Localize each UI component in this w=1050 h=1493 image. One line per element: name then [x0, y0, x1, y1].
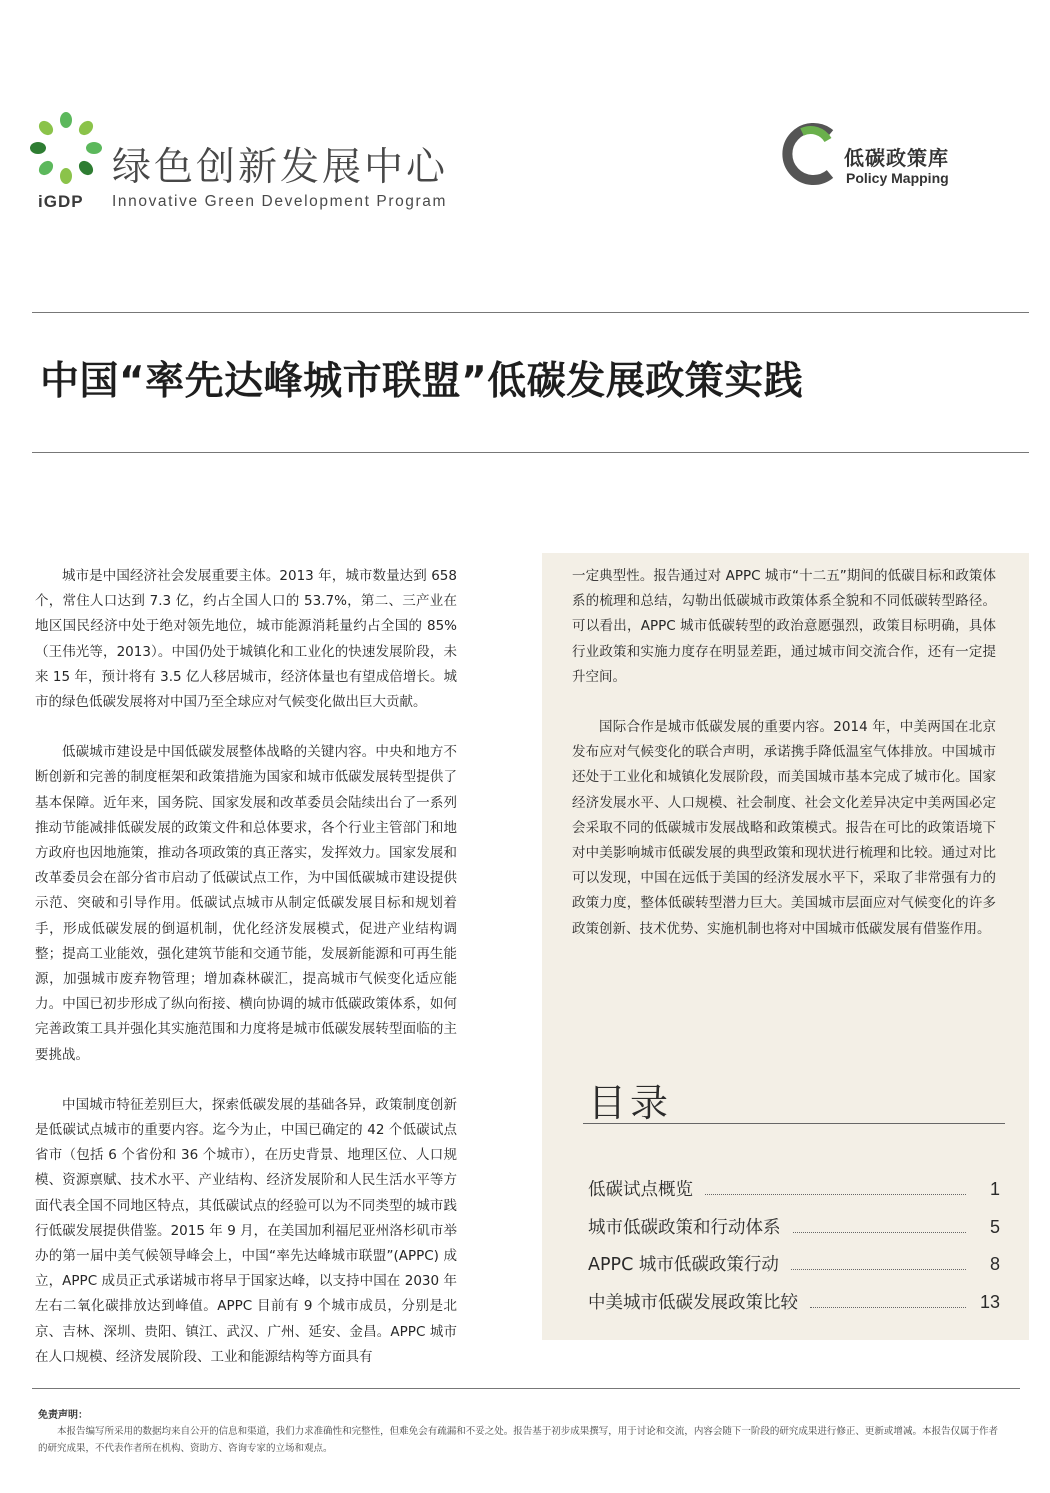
- toc-leader-dots: [791, 1269, 966, 1270]
- footer-divider: [32, 1388, 1020, 1389]
- toc-item-page: 1: [989, 1179, 1000, 1199]
- toc-item-page: 8: [989, 1254, 1000, 1274]
- left-column: [35, 564, 457, 1395]
- header-divider: [32, 312, 1029, 313]
- toc-heading: 目录: [588, 1081, 673, 1125]
- org-abbr: iGDP: [38, 192, 84, 211]
- igdp-logo: [30, 112, 460, 222]
- right-column: [572, 564, 996, 967]
- toc-item[interactable]: [588, 1251, 1000, 1289]
- toc-item-label: APPC 城市低碳政策行动: [588, 1255, 779, 1275]
- toc-leader-dots: [705, 1194, 966, 1195]
- toc-item[interactable]: [588, 1289, 1000, 1327]
- org-name-cn: 绿色创新发展中心: [112, 145, 449, 190]
- document-title: 中国“率先达峰城市联盟”低碳发展政策实践: [40, 359, 804, 404]
- toc-divider: [583, 1123, 1005, 1124]
- toc-leader-dots: [810, 1307, 966, 1308]
- policy-mapping-logo: [780, 122, 990, 192]
- toc-item-label: 中美城市低碳发展政策比较: [588, 1292, 798, 1313]
- c-mark-icon: [780, 122, 840, 186]
- leaf-ring-icon: [30, 112, 102, 184]
- partner-name-cn: 低碳政策库: [844, 146, 949, 170]
- toc-item[interactable]: [588, 1214, 1000, 1252]
- org-name-en: Innovative Green Development Program: [112, 193, 448, 210]
- disclaimer-title: 免责声明：: [38, 1410, 88, 1421]
- title-divider: [32, 452, 1029, 453]
- toc-leader-dots: [793, 1232, 967, 1233]
- partner-name-en: Policy Mapping: [846, 170, 949, 186]
- toc-item[interactable]: [588, 1176, 1000, 1214]
- paragraph: 低碳城市建设是中国低碳发展整体战略的关键内容。中央和地方不断创新和完善的制度框架和政策措施为国家和城市低碳发展转型提供了基本保障。近年来，国务院、国家发展和改革委员会陆续出台了一系列推动节能减排低碳发展的政策文件和总体要求，各个行业主管部门和地方政府也因地施策，推动各项政策的真正落实，发挥效力。国家发展和改革委员会在部分省市启动了低碳试点工作，为中国低碳城市建设提供示范、突破和引导作用。低碳试点城市从制定低碳发展目标和规划着手，形成低碳发展的倒逼机制，优化经济发展模式，促进产业结构调整；提高工业能效，强化建筑节能和交通节能，发展新能源和可再生能源，加强城市废弃物管理；增加森林碳汇，提高城市气候变化适应能力。中国已初步形成了纵向衔接、横向协调的城市低碳政策体系，如何完善政策工具并强化其实施范围和力度将是城市低碳发展转型面临的主要挑战。: [35, 744, 457, 1063]
- disclaimer-text: 本报告编写所采用的数据均来自公开的信息和渠道，我们力求准确性和完整性，但难免会有疏漏和不妥之处。报告基于初步成果撰写，用于讨论和交流，内容会随下一阶段的研究成果进行修正、更新或增减。本报告仅属于作者的研究成果，不代表作者所在机构、资助方、咨询专家的立场和观点。: [38, 1426, 998, 1454]
- toc-item-label: 城市低碳政策和行动体系: [588, 1217, 781, 1238]
- paragraph: 城市是中国经济社会发展重要主体。2013 年，城市数量达到 658 个，常住人口达到 7.3 亿，约占全国人口的 53.7%，第二、三产业在地区国民经济中处于绝对领先地位，城市能源消耗量约占全国的 85%（王伟光等，2013）。中国仍处于城镇化和工业化的快速发展阶段，未来 15 年，预计将有 3.5 亿人移居城市，经济体量也有望成倍增长。城市的绿色低碳发展将对中国乃至全球应对气候变化做出巨大贡献。: [35, 568, 457, 711]
- toc-list: [588, 1176, 1000, 1326]
- paragraph: 一定典型性。报告通过对 APPC 城市“十二五”期间的低碳目标和政策体系的梳理和总结，勾勒出低碳城市政策体系全貌和不同低碳转型路径。可以看出，APPC 城市低碳转型的政治意愿强烈，政策目标明确，具体行业政策和实施力度存在明显差距，通过城市间交流合作，还有一定提升空间。: [572, 568, 996, 685]
- toc-item-label: 低碳试点概览: [588, 1180, 693, 1200]
- paragraph: 中国城市特征差别巨大，探索低碳发展的基础各异，政策制度创新是低碳试点城市的重要内容。迄今为止，中国已确定的 42 个低碳试点省市（包括 6 个省份和 36 个城市），在历史背景、地理区位、人口规模、资源禀赋、技术水平、产业结构、经济发展阶和人民生活水平等方面代表全国不同地区特点，其低碳试点的经验可以为不同类型的城市践行低碳发展提供借鉴。2015 年 9 月，在美国加利福尼亚州洛杉矶市举办的第一届中美气候领导峰会上，中国“率先达峰城市联盟”(APPC) 成立，APPC 成员正式承诺城市将早于国家达峰，以支持中国在 2030 年左右二氧化碳排放达到峰值。APPC 目前有 9 个城市成员，分别是北京、吉林、深圳、贵阳、镇江、武汉、广州、延安、金昌。APPC 城市在人口规模、经济发展阶段、工业和能源结构等方面具有: [35, 1096, 457, 1365]
- paragraph: 国际合作是城市低碳发展的重要内容。2014 年，中美两国在北京发布应对气候变化的联合声明，承诺携手降低温室气体排放。中国城市还处于工业化和城镇化发展阶段，而美国城市基本完成了城市化。国家经济发展水平、人口规模、社会制度、社会文化差异决定中美两国必定会采取不同的低碳城市发展战略和政策模式。报告在可比的政策语境下对中美影响城市低碳发展的典型政策和现状进行梳理和比较。通过对比可以发现，中国在远低于美国的经济发展水平下，采取了非常强有力的政策力度，整体低碳转型潜力巨大。美国城市层面应对气候变化的许多政策创新、技术优势、实施机制也将对中国城市低碳发展有借鉴作用。: [572, 719, 996, 937]
- toc-item-page: 5: [989, 1216, 1000, 1237]
- toc-item-page: 13: [979, 1291, 1000, 1312]
